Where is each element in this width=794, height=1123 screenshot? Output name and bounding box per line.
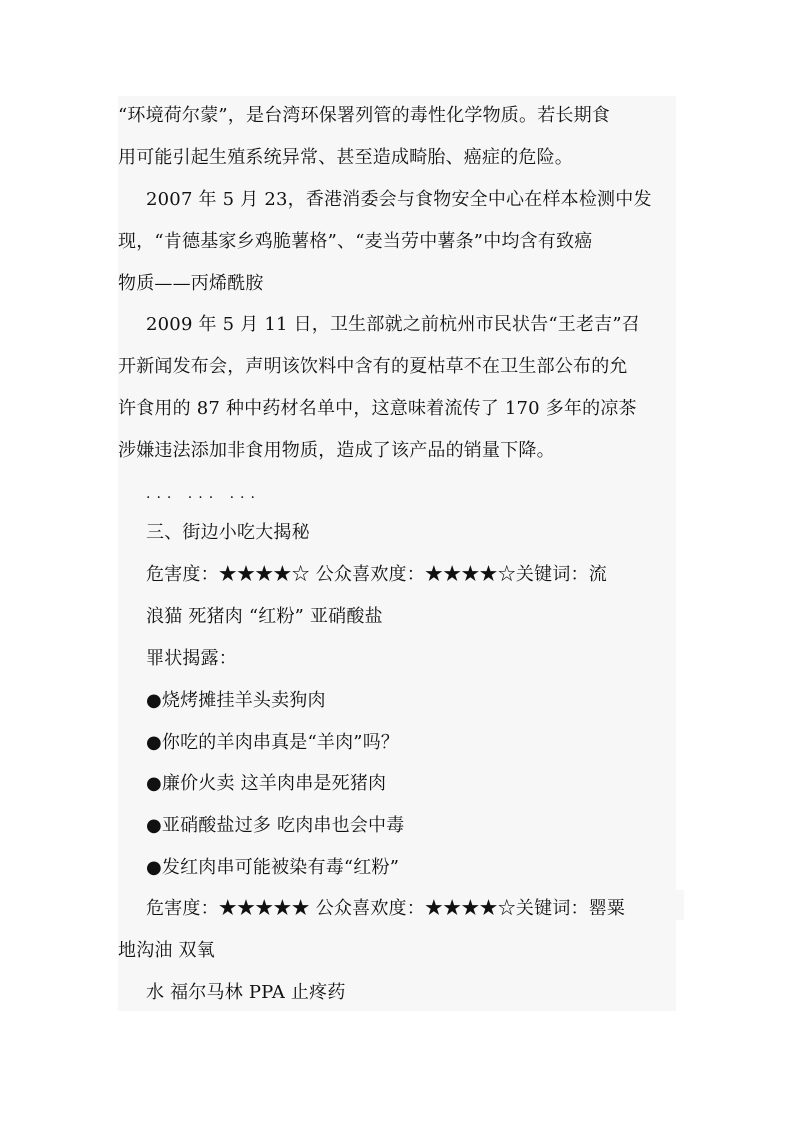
rating-line: 危害度：★★★★★ 公众喜欢度：★★★★☆关键词：罂粟 bbox=[146, 898, 626, 919]
paragraph-line: 2009 年 5 月 11 日，卫生部就之前杭州市民状告“王老吉”召 bbox=[146, 314, 640, 335]
keywords-line: 水 福尔马林 PPA 止疼药 bbox=[146, 982, 346, 1003]
text-highlight-overflow bbox=[676, 890, 684, 920]
rating-line: 危害度：★★★★☆ 公众喜欢度：★★★★☆关键词：流 bbox=[146, 564, 607, 585]
keywords-line: 地沟油 双氧 bbox=[118, 940, 215, 961]
paragraph-line: 2007 年 5 月 23，香港消委会与食物安全中心在样本检测中发 bbox=[146, 189, 652, 210]
keywords-line: 浪猫 死猪肉 “红粉” 亚硝酸盐 bbox=[146, 606, 383, 627]
bullet-item: ●亚硝酸盐过多 吃肉串也会中毒 bbox=[146, 815, 405, 836]
section-heading: 三、街边小吃大揭秘 bbox=[146, 522, 310, 543]
paragraph-line: 用可能引起生殖系统异常、甚至造成畸胎、癌症的危险。 bbox=[118, 147, 573, 168]
bullet-item: ●发红肉串可能被染有毒“红粉” bbox=[146, 857, 400, 878]
charges-label: 罪状揭露： bbox=[146, 648, 237, 669]
paragraph-line: 开新闻发布会，声明该饮料中含有的夏枯草不在卫生部公布的允 bbox=[118, 356, 628, 377]
ellipsis-separator: ... ... ... bbox=[146, 486, 261, 502]
paragraph-line: 物质——丙烯酰胺 bbox=[118, 273, 264, 294]
paragraph-line: 涉嫌违法添加非食用物质，造成了该产品的销量下降。 bbox=[118, 440, 555, 461]
bullet-item: ●你吃的羊肉串真是“羊肉”吗？ bbox=[146, 732, 400, 753]
paragraph-line: 现，“肯德基家乡鸡脆薯格”、“麦当劳中薯条”中均含有致癌 bbox=[118, 231, 593, 252]
paragraph-line: 许食用的 87 种中药材名单中，这意味着流传了 170 多年的凉茶 bbox=[118, 398, 637, 419]
bullet-item: ●廉价火卖 这羊肉串是死猪肉 bbox=[146, 773, 387, 794]
bullet-item: ●烧烤摊挂羊头卖狗肉 bbox=[146, 690, 326, 711]
paragraph-line: “环境荷尔蒙”，是台湾环保署列管的毒性化学物质。若长期食 bbox=[118, 105, 611, 126]
